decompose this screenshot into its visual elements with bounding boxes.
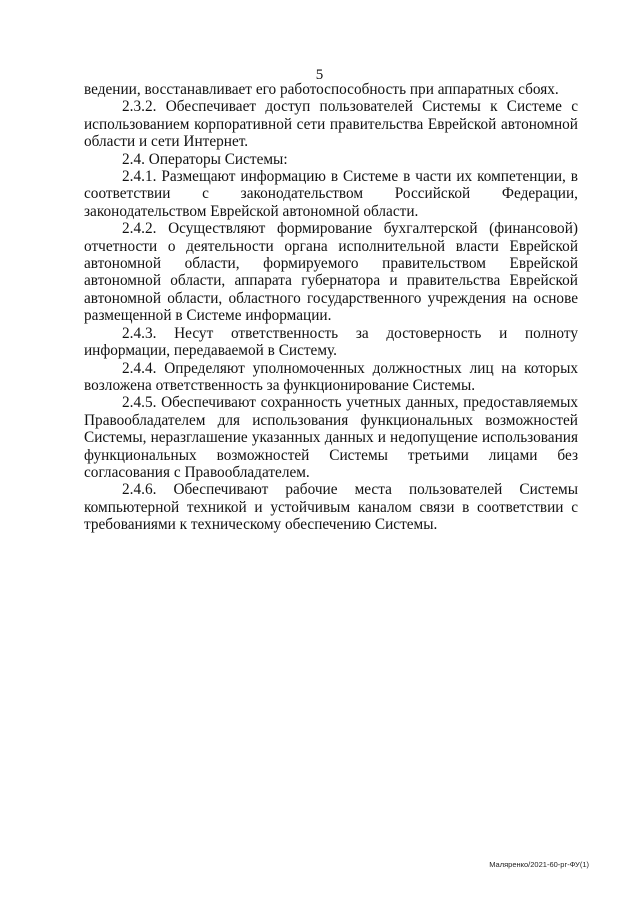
- paragraph-2-4-heading: 2.4. Операторы Системы:: [122, 150, 288, 168]
- paragraph-2-3-2: 2.3.2. Обеспечивает доступ пользователей Системы к Системе с использованием корпоративной сети правительства Еврейской автономной области и сети Интернет.: [84, 98, 578, 151]
- paragraph-2-4-3: 2.4.3. Несут ответственность за достоверность и полноту информации, передаваемой в Систему.: [84, 324, 578, 360]
- paragraph-continuation: ведении, восстанавливает его работоспособность при аппаратных сбоях.: [84, 81, 559, 98]
- paragraph-2-4-5: 2.4.5. Обеспечивают сохранность учетных данных, предоставляемых Правообладателем для использования функциональных возможностей Системы, неразглашение указанных данных и недопущение использования функциональных возможностей Системы третьими лицами без согласования с Правообладателем.: [84, 394, 578, 481]
- paragraph-2-4-4: 2.4.4. Определяют уполномоченных должностных лиц на которых возложена ответственность за функционирование Системы.: [84, 359, 578, 394]
- paragraph-2-4-2: 2.4.2. Осуществляют формирование бухгалтерской (финансовой) отчетности о деятельности органа исполнительной власти Еврейской автономной области, формируемого правительством Еврейской автономной области, аппарата губернатора и правительства Еврейской автономной области, областного государственного учреждения на основе размещенной в Системе информации.: [84, 220, 578, 325]
- page-number: 5: [315, 67, 324, 83]
- document-body: [84, 81, 578, 534]
- paragraph-2-4-6: 2.4.6. Обеспечивают рабочие места пользователей Системы компьютерной техникой и устойчивым каналом связи в соответствии с требованиями к техническому обеспечению Системы.: [84, 481, 578, 534]
- paragraph-2-4-1: 2.4.1. Размещают информацию в Системе в части их компетенции, в соответствии с законодательством Российской Федерации, законодательством Еврейской автономной области.: [84, 168, 578, 220]
- footer-document-code: Маляренко/2021-60-рг-ФУ(1): [489, 860, 589, 869]
